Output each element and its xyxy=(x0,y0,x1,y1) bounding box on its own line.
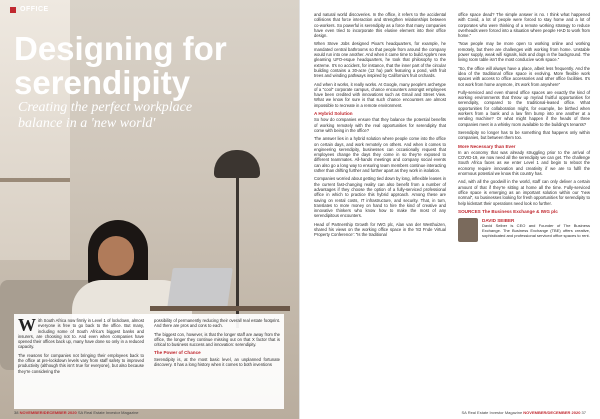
subheading: A Hybrid Solution xyxy=(314,111,353,117)
photo-shelf xyxy=(0,178,70,182)
left-column-2 xyxy=(154,318,280,409)
footer-left xyxy=(14,410,139,415)
paragraph xyxy=(18,315,144,350)
paragraph: Serendipity is, at the most basic level, an unplanned fortunate discovery. It has a long history when it comes to both inventions xyxy=(154,356,280,368)
author-avatar xyxy=(458,218,478,242)
right-page xyxy=(300,0,600,419)
author-bio: David Seiber is CEO and Founder of The Business Exchange. The Business Exchange (TBE) offers creative, sophisticated and professional serviced office spaces to rent. xyxy=(482,223,590,239)
paragraph: The answer lies in a hybrid solution where people come into the office on certain days, and work remotely on others. And when it comes to engineering serendipity, businesses can occasionally request that employees change the days they come in so they're exposed to different teammates. All-hands meetings and company social events can also go a long way to ensuring team members continue interacting rather than drifting further and further apart as they work in isolation. xyxy=(314,136,446,174)
footer-right xyxy=(461,410,586,415)
paragraph: The reasons for companies not bringing their employees back to the office at pre-lockdown levels vary from staff safety to improved productivity (although this isn't true for everyone), but also because they're considering the xyxy=(18,352,144,374)
paragraph: So how do companies ensure that they balance the potential benefits of working remotely with the real opportunities for serendipity that come with being in the office? xyxy=(314,117,446,133)
article-subhead: Creating the perfect workplace balance in a 'new world' xyxy=(18,100,193,131)
paragraph-text: ith South Africa now firmly in Level 1 of lockdown, almost everyone is free to go back to the office. But many, including some of South Africa's biggest banks and insurers, are choosing not to. And even when companies have opened their offices back up, many have done so only in a reduced capacity. xyxy=(18,318,144,350)
footer-date: NOVEMBER/DECEMBER 2020 xyxy=(523,410,581,415)
paragraph: In an economy that was already struggling prior to the arrival of COVID-19, we now need all the serendipity we can get. The challenge South Africa faces as we enter Level 1 and begin to reboot the economy require innovation and creativity if we are to fulfil the enormous potential we know this country has. xyxy=(458,149,590,177)
footer-magazine: SA Real Estate Investor Magazine xyxy=(77,410,139,415)
paragraph: When Steve Jobs designed Pixar's headquarters, for example, he mandated central bathrooms so that people from around the company would run into one another. And when it came time to build Apple's new gleaming UFO-esque headquarters, he took that philosophy to the extreme. It's no accident, for instance, that the inner part of the circular building contains a 30-acre (12 ha) park featuring a pond, with fruit trees and winding pathways inspired by California's fruit orchards. xyxy=(314,41,446,79)
footer-date: NOVEMBER/DECEMBER 2020 xyxy=(19,410,77,415)
footer-magazine: SA Real Estate Investor Magazine xyxy=(461,410,523,415)
author-box xyxy=(458,218,590,242)
paragraph: and natural world discoveries. In the office, it refers to the accidental collisions that force interaction and strengthen relationships between co-workers. So powerful is serendipity as a force that many companies have even tried to incorporate this elusive element into their office design. xyxy=(314,12,446,39)
photo-woman-face xyxy=(98,236,134,276)
author-name: DAVID SEIBER xyxy=(482,218,515,224)
paragraph: office space dead? The simple answer is no. I think what happened with Covid, a lot of people were forced to stay home and a lot of corporates who were thinking of a remote working strategy to reduce overheads were forced into a situation where people HAD to work from home." xyxy=(458,12,590,39)
subheading: More Necessary than Ever xyxy=(458,143,516,149)
left-column-1 xyxy=(18,315,144,409)
paragraph: And, with all the goodwill in the world, staff can only deliver a certain amount of that if they're sitting at home all the time. Fully-serviced office space is emerging as an important solution within our "new normal", so businesses looking for fresh opportunities for serendipity to help kickstart their operations need look no further. xyxy=(458,179,590,206)
paragraph: Serendipity no longer has to be something that happens only within companies, but between them too. xyxy=(458,129,590,141)
section-tag-label: OFFICE xyxy=(20,6,49,13)
paragraph: possibility of permanently reducing their overall real estate footprint. And there are pros and cons to each. xyxy=(154,318,280,329)
photo-table xyxy=(150,306,290,311)
photo-laptop xyxy=(167,268,233,308)
page-number: 37 xyxy=(581,410,586,415)
paragraph: And when it works, it really works. At Google, many people's archetype of a "cool" corporate campus, chance encounters amongst employees have been credited with innovations such as Gmail and Street View. What we know for sure is that such chance encounters are almost impossible to recreate in a remote environment. xyxy=(314,81,446,108)
left-text-block xyxy=(14,314,284,409)
paragraph: Fully-serviced and even shared office spaces are exactly the kind of working environments that throw up myriad fruitful opportunities for serendipity, compared to the traditional-leased office. What opportunities for collaboration might, for example, be birthed when workers from a bank and a law firm bump into one another at a vending machine? Or what might happen if the heads of three companies meet in a whisky room available to the building's tenants? xyxy=(458,89,590,127)
paragraph: Head of Partnership Growth for IWG plc, Alan van der Westhuizen, shared his views on the working office space in the '83 Fnde Virtual Property Conference': "Is the traditional xyxy=(314,221,446,238)
right-column-1 xyxy=(314,12,446,242)
author-info xyxy=(482,218,590,238)
section-tag xyxy=(10,6,49,13)
drop-cap: W xyxy=(18,315,36,335)
section-tag-square-icon xyxy=(10,7,16,13)
subheading: The Power of Chance xyxy=(154,350,201,356)
right-column-2 xyxy=(458,12,590,242)
paragraph: Companies worried about getting tied down by long, inflexible leases in the current fast-changing reality can also benefit from a number of advantages if they choose the option of a fully-serviced professional office in which to practice this hybrid approach. Among these are saving on rental costs, IT infrastructure, and security. That, in turn, translates to more money on hand to hire the kind of creative and innovative thinkers who know how to make the most of any serendipitous encounters. xyxy=(314,176,446,219)
page-number: 38 xyxy=(14,410,19,415)
right-columns xyxy=(314,12,590,242)
sources-line: SOURCES The Business Exchange & IWG plc xyxy=(458,208,558,214)
paragraph: "So, the office will always have a place, albeit less frequently. And the idea of the traditional office space is evolving. More flexible work spaces with access to office accessories and other office facilities. It's not work from home anymore, it's work from anywhere" xyxy=(458,65,590,87)
article-headline: Designing for serendipity xyxy=(14,30,227,101)
paragraph: The biggest con, however, is that the longer staff are away from the office, the longer they continue missing out on that X factor that is critical to business success and innovation: serendipity. xyxy=(154,331,280,348)
paragraph: "Now people may be more open to working online and working remotely, but there are challenges with working from home. Unstable power supply, weak wifi signals, kids and dogs in the background. The living room table isn't the most conducive work space." xyxy=(458,41,590,63)
